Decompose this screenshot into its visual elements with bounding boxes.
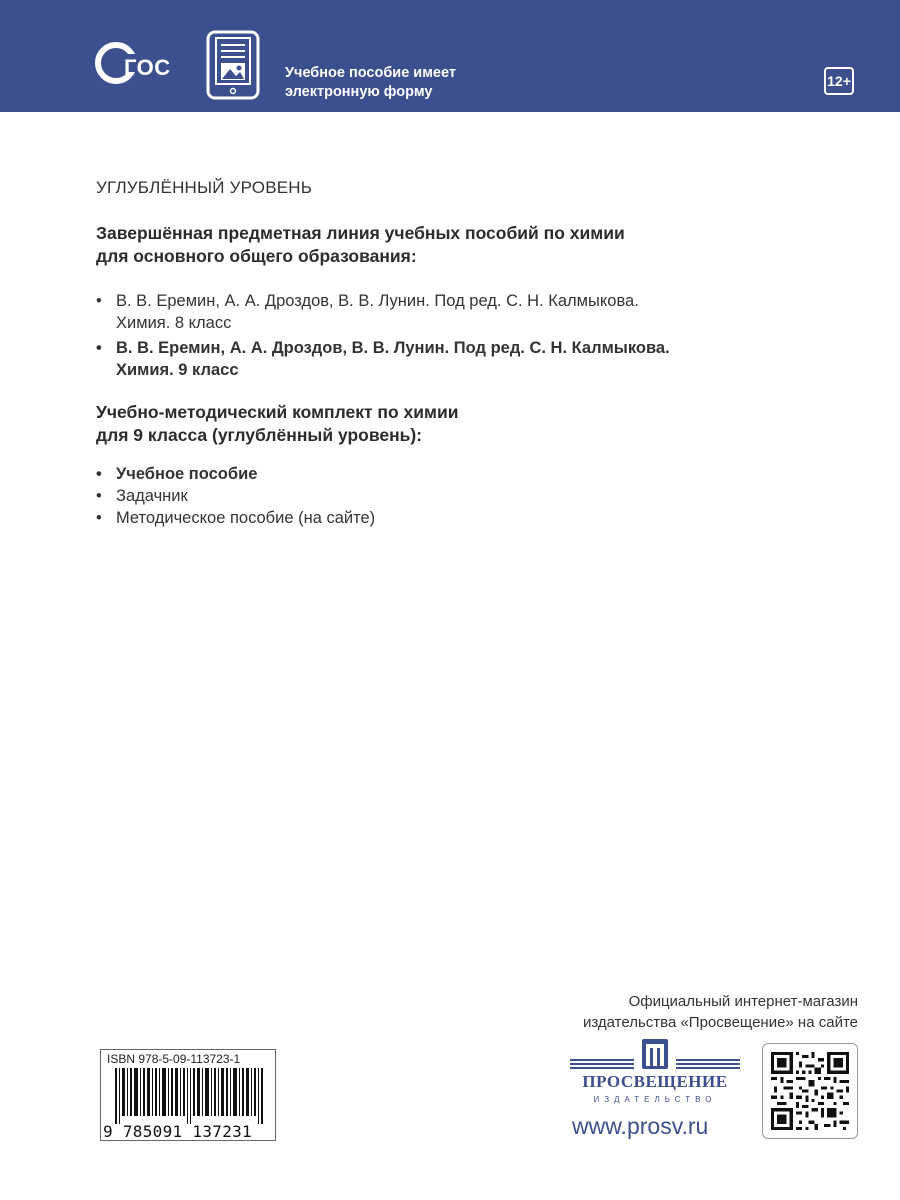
age-rating-badge: 12+ <box>824 67 854 95</box>
eform-line-2: электронную форму <box>285 84 433 100</box>
isbn-barcode-box <box>100 1049 276 1141</box>
kit-item <box>96 485 375 507</box>
tablet-icon <box>206 30 260 100</box>
kit-item <box>96 507 375 529</box>
shop-line-2: издательства «Просвещение» на сайте <box>582 1014 858 1031</box>
publisher-url[interactable]: www.prosv.ru <box>572 1113 709 1139</box>
ean-digits: 9 785091 137231 <box>103 1122 252 1141</box>
book-line-2: Химия. 9 класс <box>116 361 239 379</box>
kit-heading <box>96 401 458 447</box>
qr-code[interactable] <box>762 1043 858 1139</box>
kit-heading-2: для 9 класса (углублённый уровень): <box>96 425 423 445</box>
fgos-logo-text: ГОС <box>124 55 171 80</box>
eform-line-1: Учебное пособие имеет <box>285 65 456 81</box>
bullet-icon: • <box>96 339 102 357</box>
eform-notice <box>285 64 456 102</box>
book-item <box>96 290 796 334</box>
book-line-1: В. В. Еремин, А. А. Дроздов, В. В. Лунин. Под ред. С. Н. Калмыкова. <box>116 339 670 357</box>
line-heading-2: для основного общего образования: <box>96 246 417 266</box>
line-heading <box>96 222 625 268</box>
publisher-subtitle: ИЗДАТЕЛЬСТВО <box>593 1095 717 1104</box>
kit-item-label: Методическое пособие (на сайте) <box>116 509 376 527</box>
line-heading-1: Завершённая предметная линия учебных пособий по химии <box>96 223 625 243</box>
qr-code-icon <box>771 1052 849 1130</box>
book-item <box>96 337 796 381</box>
publisher-name: ПРОСВЕЩЕНИЕ <box>582 1072 728 1091</box>
shop-line-1: Официальный интернет-магазин <box>628 993 858 1010</box>
bullet-icon: • <box>96 292 102 310</box>
kit-heading-1: Учебно-методический комплект по химии <box>96 402 459 422</box>
bullet-icon: • <box>96 465 102 483</box>
bullet-icon: • <box>96 509 102 527</box>
kit-item-label: Учебное пособие <box>116 465 258 483</box>
kit-item <box>96 463 375 485</box>
kit-item-label: Задачник <box>116 487 188 505</box>
shop-notice <box>583 991 858 1033</box>
header-band <box>0 0 900 112</box>
isbn-label: ISBN 978-5-09-113723-1 <box>107 1052 241 1066</box>
book-line-2: Химия. 8 класс <box>116 314 232 332</box>
level-label: УГЛУБЛЁННЫЙ УРОВЕНЬ <box>96 178 313 197</box>
bullet-icon: • <box>96 487 102 505</box>
barcode-icon <box>107 1068 271 1124</box>
book-line-1: В. В. Еремин, А. А. Дроздов, В. В. Лунин. Под ред. С. Н. Калмыкова. <box>116 292 639 310</box>
book-list <box>96 290 796 384</box>
kit-list <box>96 463 375 529</box>
